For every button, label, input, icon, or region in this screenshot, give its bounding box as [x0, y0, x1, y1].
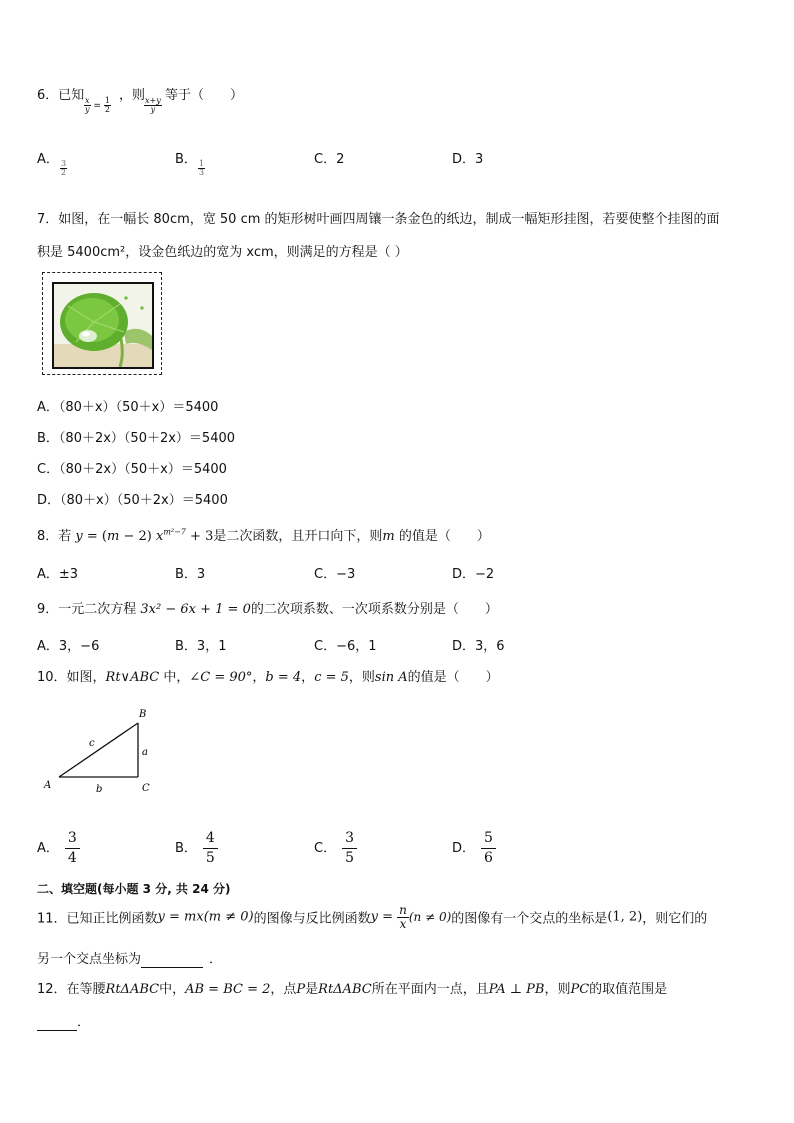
- q7-text-line2: 积是 5400cm²，设金色纸边的宽为 xcm，则满足的方程是（ ）: [37, 245, 408, 260]
- q7-option-d[interactable]: D．（80＋x）（50＋2x）＝5400: [37, 493, 228, 508]
- side-b-label: b: [96, 784, 103, 795]
- q9-option-c[interactable]: C．−6，1: [314, 639, 377, 654]
- q6-option-a[interactable]: A．: [37, 152, 59, 167]
- q10-option-d[interactable]: D． $\frac{5}{6}$: [452, 827, 496, 866]
- q9-option-d[interactable]: D．3，6: [452, 639, 505, 654]
- q6-option-b[interactable]: B．: [175, 152, 197, 167]
- q8-option-b[interactable]: B．3: [175, 567, 206, 582]
- q6-option-a-value: $\frac{3}{2}$: [61, 159, 67, 178]
- q6-text-then: ，则: [119, 88, 146, 103]
- q7-text-line1: 7．如图，在一幅长 80cm，宽 50 cm 的矩形树叶画四周镶一条金色的纸边，制成一幅矩形挂图，若要使整个挂图的面: [37, 212, 720, 227]
- question-10: 10．如图，Rt∨ABC 中，∠C = 90°，b = 4，c = 5，则sin A的值是（ ）: [37, 670, 499, 685]
- q6-option-c[interactable]: C．2: [314, 152, 345, 167]
- q7-option-a[interactable]: A．（80＋x）（50＋x）＝5400: [37, 400, 219, 415]
- question-6: [37, 84, 84, 103]
- side-c: [59, 723, 138, 777]
- question-11: 11．已知正比例函数y = mx(m ≠ 0)的图像与反比例函数y = $\frac{n}{x}$ (n ≠ 0)的图像有一个交点的坐标是(1, 2)，则它们的: [37, 903, 708, 931]
- question-9: 9．一元二次方程 3x² − 6x + 1 = 0的二次项系数、一次项系数分别是（ ）: [37, 602, 498, 617]
- side-c-label: c: [89, 738, 95, 749]
- vertex-b-label: B: [139, 709, 147, 720]
- q11-answer-blank[interactable]: [141, 952, 203, 968]
- right-triangle-diagram: [40, 703, 165, 795]
- q7-option-b[interactable]: B．（80＋2x）（50＋2x）＝5400: [37, 431, 236, 446]
- q6-number: 6．: [37, 88, 59, 103]
- q7-option-c[interactable]: C．（80＋2x）（50＋x）＝5400: [37, 462, 227, 477]
- question-12: 12．在等腰RtΔABC中，AB = BC = 2，点P是RtΔABC所在平面内一点，且PA ⊥ PB，则PC的取值范围是: [37, 982, 668, 997]
- q10-option-b[interactable]: B． $\frac{4}{5}$: [175, 827, 218, 866]
- q12-answer-blank[interactable]: [37, 1015, 77, 1031]
- q9-option-a[interactable]: A．3，−6: [37, 639, 100, 654]
- q8-option-c[interactable]: C．−3: [314, 567, 356, 582]
- question-8: 8．若 y = (m − 2) $x^{m^2-7} + 3$是二次函数，且开口向下，则m 的值是（ ）: [37, 527, 490, 544]
- q10-option-a[interactable]: A． $\frac{3}{4}$: [37, 827, 80, 866]
- q10-option-c[interactable]: C． $\frac{3}{5}$: [314, 827, 357, 866]
- q6-condition-formula: $\frac{x}{y}$ = $\frac{1}{2}$: [85, 96, 110, 115]
- q6-target-formula: $\frac{x+y}{y}$: [145, 96, 161, 115]
- leaf-icon: [54, 284, 152, 367]
- q12-line2: ．: [37, 1011, 90, 1031]
- side-a-label: a: [142, 747, 148, 758]
- q8-option-a[interactable]: A．±3: [37, 567, 79, 582]
- q8-option-d[interactable]: D．−2: [452, 567, 495, 582]
- q7-leaf-picture-frame: [42, 272, 162, 375]
- section-2-heading: 二、填空题(每小题 3 分, 共 24 分): [37, 882, 231, 896]
- q9-option-b[interactable]: B．3，1: [175, 639, 227, 654]
- q7-leaf-image: [52, 282, 154, 369]
- q11-line2: 另一个交点坐标为 ．: [37, 952, 223, 967]
- vertex-c-label: C: [142, 783, 150, 794]
- q6-text-known: 已知: [58, 88, 85, 103]
- q6-option-d[interactable]: D．3: [452, 152, 484, 167]
- q6-option-b-value: $\frac{1}{3}$: [199, 159, 205, 178]
- q6-text-equals: 等于（ ）: [165, 88, 244, 103]
- vertex-a-label: A: [44, 780, 52, 791]
